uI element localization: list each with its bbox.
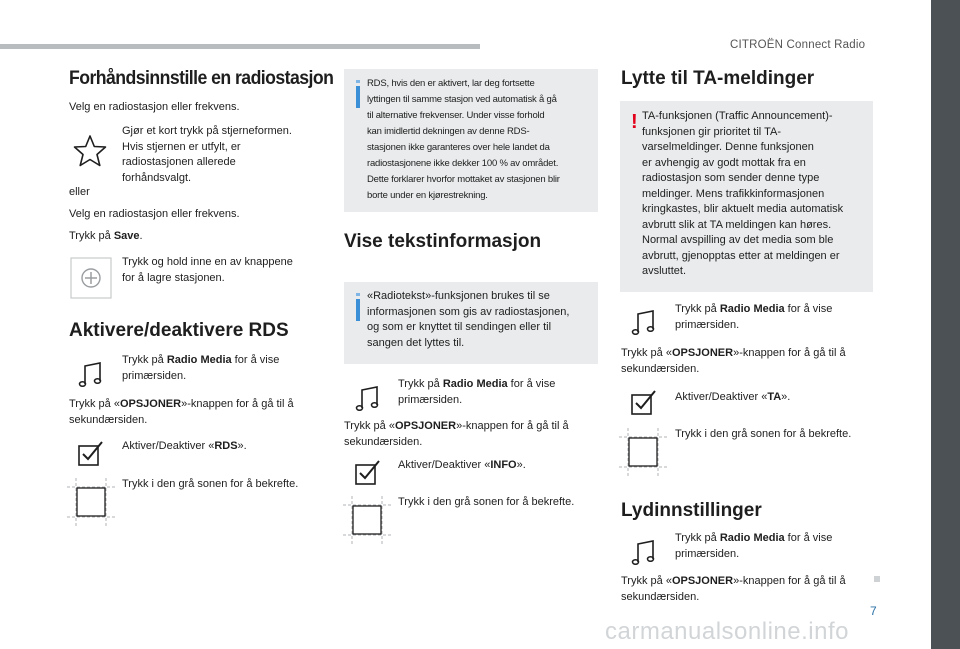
toggle-ta-instruction: Aktiver/Deaktiver «TA».	[675, 391, 791, 403]
checkbox-icon[interactable]	[628, 388, 658, 418]
watermark: carmanualsonline.info	[605, 618, 849, 645]
confirm-instruction: Trykk i den grå sonen for å bekrefte.	[122, 478, 299, 490]
options-instruction: Trykk på «OPSJONER»-knappen for å gå til å sekundærsiden.	[621, 347, 846, 375]
music-note-icon[interactable]	[626, 535, 662, 571]
plus-instructions: Trykk og hold inne en av knappene for å lagre stasjonen.	[122, 256, 293, 284]
radio-media-instruction: Trykk på Radio Media for å vise primærsiden.	[675, 532, 833, 560]
star-instructions: Gjør et kort trykk på stjerneformen. Hvis stjernen er utfylt, er radiostasjonen allerede forhåndsvalgt.	[122, 125, 292, 184]
section-title-ta: Lytte til TA-meldinger	[621, 68, 815, 89]
radiotext-note: «Radiotekst»-funksjonen brukes til se informasjonen som gis av radiostasjonen, og som er knyttet til sendingen eller til sangen det lyttes til.	[344, 282, 598, 364]
radio-media-instruction: Trykk på Radio Media for å vise primærsiden.	[398, 378, 556, 406]
rds-note: RDS, hvis den er aktivert, lar deg fortsette lyttingen til samme stasjon ved automatisk å gå til alternative frekvenser. Under visse forhold kan imidlertid dekningen av denne RDS- stasjonen ikke garanteres over hele landet da radiostasjonene ikke dekker 100 % av området. Dette forklarer hvorfor mottaket av stasjonen blir borte under en kjørestrekning.	[344, 69, 598, 212]
checkbox-icon[interactable]	[75, 439, 105, 469]
section-title-rds: Aktivere/deaktivere RDS	[69, 320, 289, 341]
confirm-instruction: Trykk i den grå sonen for å bekrefte.	[398, 496, 575, 508]
grey-zone-icon[interactable]	[67, 478, 115, 526]
grey-zone-icon[interactable]	[343, 496, 391, 544]
options-instruction: Trykk på «OPSJONER»-knappen for å gå til å sekundærsiden.	[69, 398, 294, 426]
page-number: 7	[870, 604, 877, 618]
star-icon[interactable]	[72, 133, 108, 169]
confirm-instruction: Trykk i den grå sonen for å bekrefte.	[675, 428, 852, 440]
brand-header: CITROËN Connect Radio	[730, 39, 866, 51]
grey-zone-icon[interactable]	[619, 428, 667, 476]
header-rule	[0, 44, 480, 49]
info-icon	[356, 299, 360, 321]
info-icon	[356, 86, 360, 108]
paragraph: Velg en radiostasjon eller frekvens.	[69, 101, 240, 113]
eller-text: eller	[69, 186, 90, 198]
toggle-rds-instruction: Aktiver/Deaktiver «RDS».	[122, 440, 247, 452]
music-note-icon[interactable]	[626, 305, 662, 341]
radio-media-instruction: Trykk på Radio Media for å vise primærsiden.	[675, 303, 833, 331]
warning-icon: !	[631, 111, 638, 133]
save-instruction: Trykk på Save.	[69, 230, 143, 242]
toggle-info-instruction: Aktiver/Deaktiver «INFO».	[398, 459, 526, 471]
radio-media-instruction: Trykk på Radio Media for å vise primærsiden.	[122, 354, 280, 382]
checkbox-icon[interactable]	[352, 458, 382, 488]
page-marker	[874, 576, 880, 582]
section-title-textinfo: Vise tekstinformasjon	[344, 231, 542, 252]
section-title-sound: Lydinnstillinger	[621, 500, 762, 521]
ta-warning-note: ! TA-funksjonen (Traffic Announcement)- funksjonen gir prioritet til TA- varselmeldinger. Denne funksjonen er avhengig av godt mottak fra en radiostasjon som sender denne type meldinger. Mens trafikkinformasjonen kringkastes, blir aktuelt media automatisk avbrutt slik at TA meldingen kan høres. Normal avspilling av det media som ble avbrutt, gjenopptas etter at meldingen er avsluttet.	[620, 101, 873, 292]
music-note-icon[interactable]	[73, 357, 109, 393]
add-preset-icon[interactable]	[70, 257, 112, 299]
paragraph: Velg en radiostasjon eller frekvens.	[69, 208, 240, 220]
options-instruction: Trykk på «OPSJONER»-knappen for å gå til å sekundærsiden.	[621, 575, 846, 603]
music-note-icon[interactable]	[350, 381, 386, 417]
options-instruction: Trykk på «OPSJONER»-knappen for å gå til å sekundærsiden.	[344, 420, 569, 448]
section-title-preset: Forhåndsinnstille en radiostasjon	[69, 68, 334, 89]
page-edge-bar	[931, 0, 960, 649]
